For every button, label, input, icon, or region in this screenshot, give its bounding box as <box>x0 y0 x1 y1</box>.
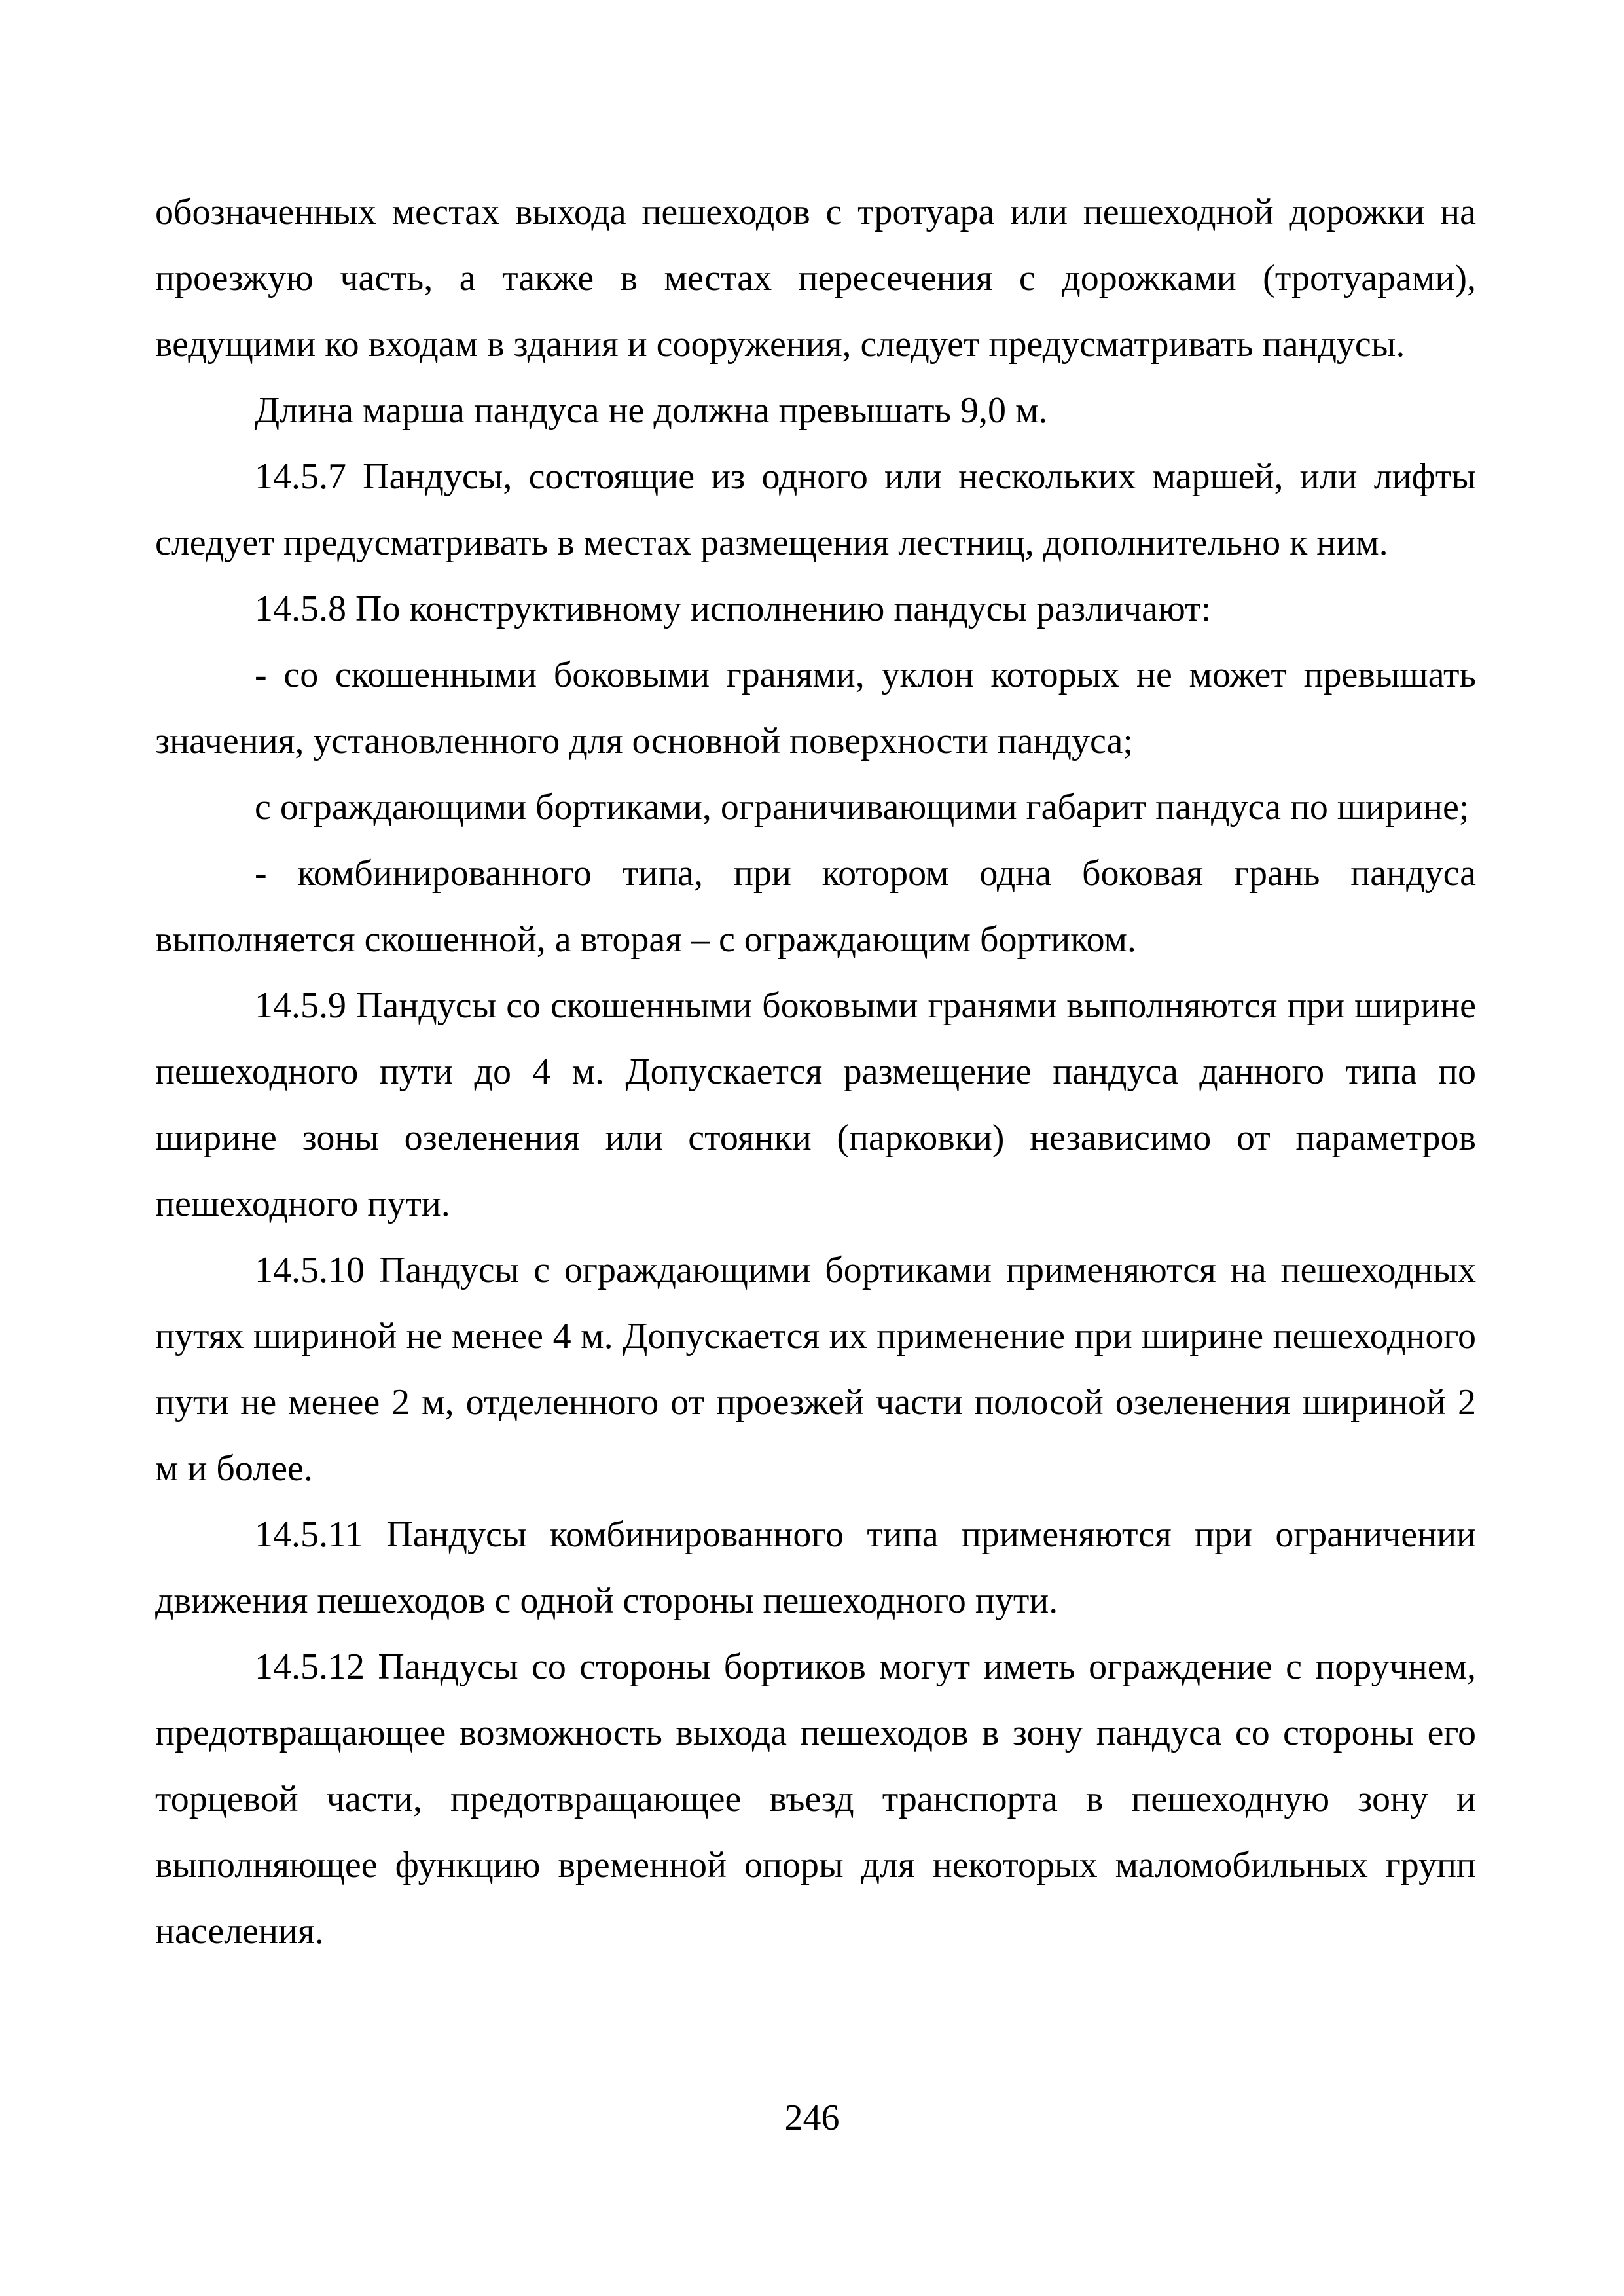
page-number: 246 <box>784 2098 840 2138</box>
paragraph-continuation: обозначенных местах выхода пешеходов с тротуара или пешеходной дорожки на проезжую часть, а также в местах пересечения с дорожками (тротуарами), ведущими ко входам в здания и сооружения, следует предусматривать пандусы. <box>155 192 1476 365</box>
list-item-guard-curbs: с ограждающими бортиками, ограничивающими габарит пандуса по ширине; <box>255 787 1470 828</box>
paragraph-14-5-10: 14.5.10 Пандусы с ограждающими бортиками применяются на пешеходных путях шириной не менее 4 м. Допускается их применение при ширине пешеходного пути не менее 2 м, отделенного от проезжей части полосой озеленения шириной 2 м и более. <box>155 1250 1476 1489</box>
paragraph-ramp-length: Длина марша пандуса не должна превышать 9,0 м. <box>255 390 1048 431</box>
paragraph-14-5-11: 14.5.11 Пандусы комбинированного типа применяются при ограничении движения пешеходов с одной стороны пешеходного пути. <box>155 1514 1476 1621</box>
document-body <box>155 179 1476 1965</box>
paragraph-14-5-8: 14.5.8 По конструктивному исполнению пандусы различают: <box>255 589 1212 629</box>
paragraph-14-5-12: 14.5.12 Пандусы со стороны бортиков могут иметь ограждение с поручнем, предотвращающее возможность выхода пешеходов в зону пандуса со стороны его торцевой части, предотвращающее въезд транспорта в пешеходную зону и выполняющее функцию временной опоры для некоторых маломобильных групп населения. <box>155 1647 1476 1952</box>
paragraph-14-5-9: 14.5.9 Пандусы со скошенными боковыми гранями выполняются при ширине пешеходного пути до 4 м. Допускается размещение пандуса данного типа по ширине зоны озеленения или стоянки (парковки) независимо от параметров пешеходного пути. <box>155 985 1476 1224</box>
paragraph-14-5-7: 14.5.7 Пандусы, состоящие из одного или нескольких маршей, или лифты следует предусматривать в местах размещения лестниц, дополнительно к ним. <box>155 456 1476 563</box>
list-item-combined-type: - комбинированного типа, при котором одна боковая грань пандуса выполняется скошенной, а вторая – с ограждающим бортиком. <box>155 853 1476 960</box>
list-item-beveled-edges: - со скошенными боковыми гранями, уклон которых не может превышать значения, установленного для основной поверхности пандуса; <box>155 655 1476 761</box>
